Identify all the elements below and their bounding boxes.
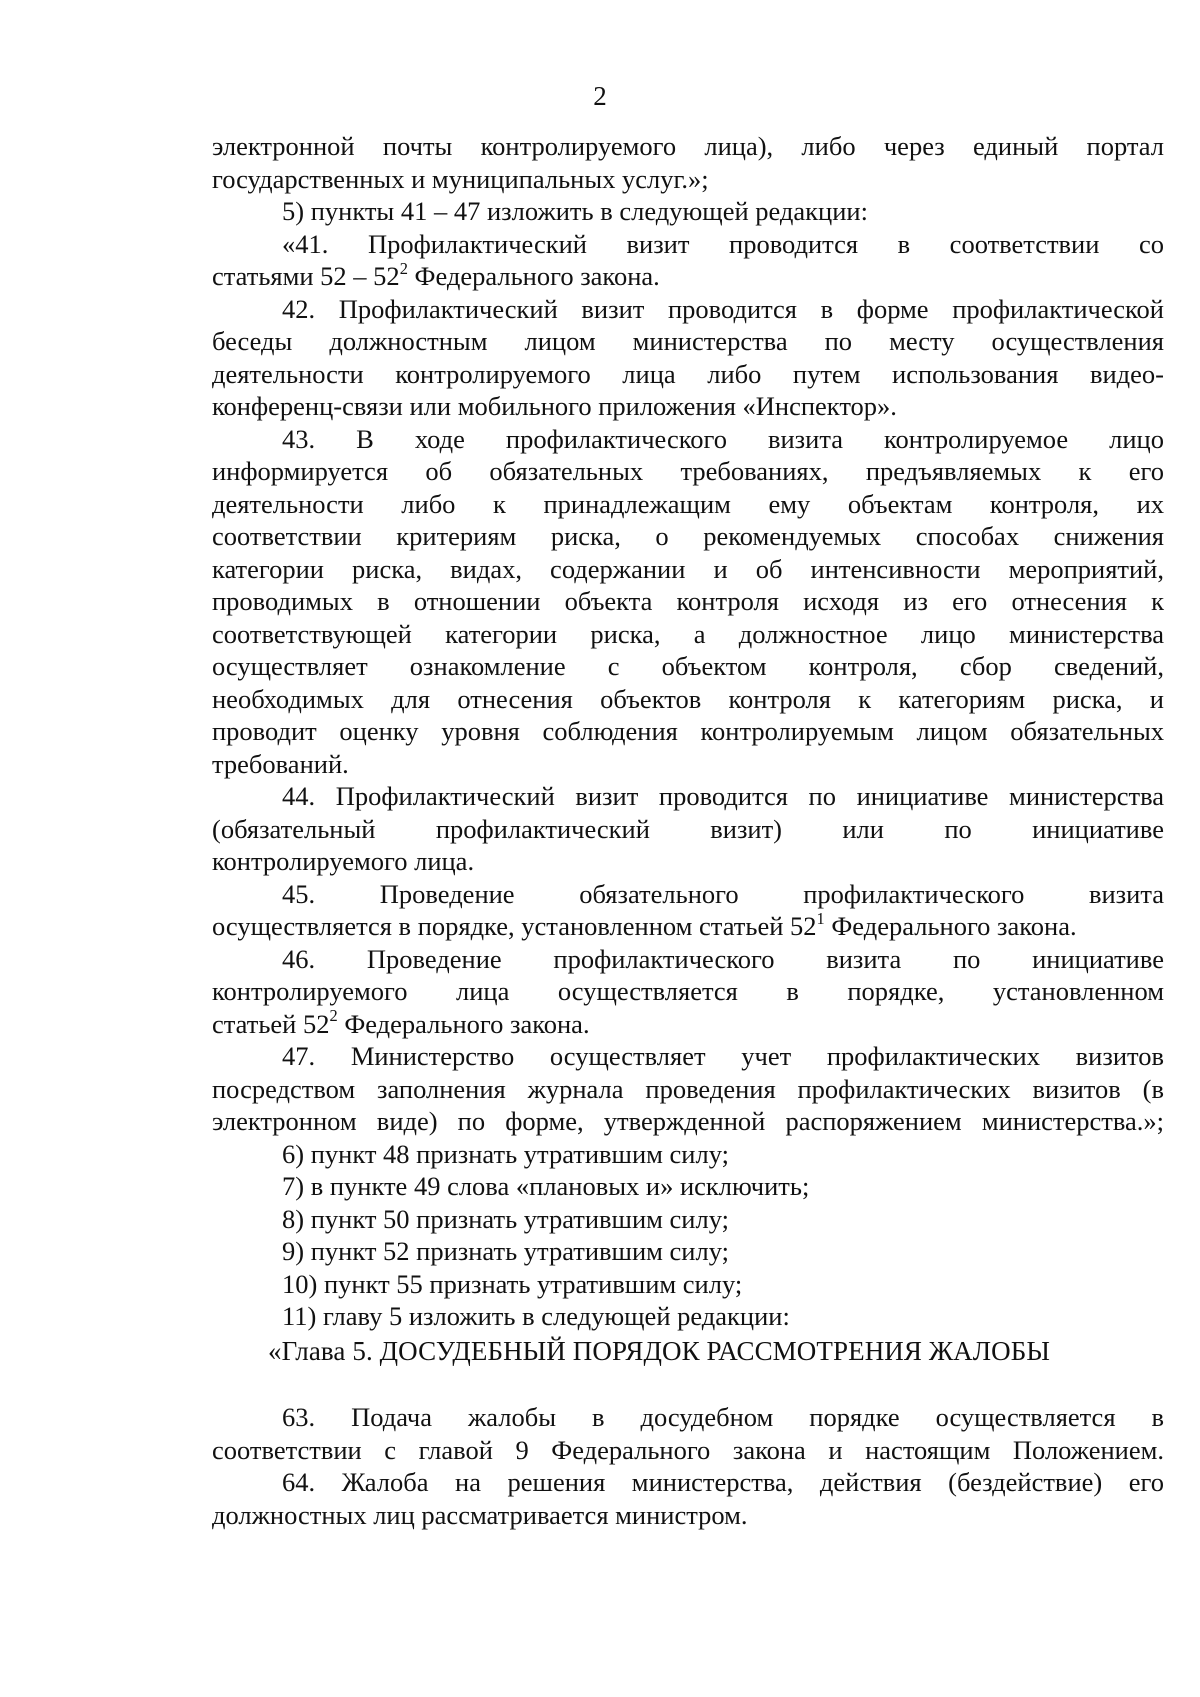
text-line: осуществляется в порядке, установленном статьей $52^1$ Федерального закона. (212, 908, 1077, 941)
superscript: 1 (816, 908, 825, 928)
text-line: государственных и муниципальных услуг.»; (212, 163, 709, 194)
text-line: конференц-связи или мобильного приложения «Инспектор». (212, 391, 897, 421)
text-line: 63. Подача жалобы в досудебном порядке осуществляется в (282, 1402, 1164, 1432)
text-line: 64. Жалоба на решения министерства, действия (бездействие) его (282, 1467, 1164, 1497)
text-line: 46. Проведение профилактического визита по инициативе (282, 943, 1164, 974)
text-line: статьей $52^2$ Федерального закона. (212, 1006, 590, 1039)
text-line: информируется об обязательных требованиях, предъявляемых к его (212, 456, 1164, 486)
text-line: соответствии с главой 9 Федерального закона и настоящим Положением. (212, 1434, 1164, 1465)
text-line: 7) в пункте 49 слова «плановых и» исключить; (282, 1171, 810, 1201)
superscript: 2 (399, 258, 408, 278)
text-line: контролируемого лица осуществляется в порядке, установленном (212, 976, 1164, 1006)
text-line: электронной почты контролируемого лица), либо через единый портал (212, 131, 1164, 161)
text-line: соответствующей категории риска, а должностное лицо министерства (212, 618, 1164, 649)
text-line: осуществляет ознакомление с объектом контроля, сбор сведений, (212, 651, 1164, 681)
text-line: 11) главу 5 изложить в следующей редакции: (282, 1301, 790, 1331)
text-line: категории риска, видах, содержании и об интенсивности мероприятий, (212, 553, 1164, 584)
text-line: 45. Проведение обязательного профилактического визита (282, 878, 1164, 909)
text-line: 43. В ходе профилактического визита контролируемое лицо (282, 423, 1164, 454)
text-line: необходимых для отнесения объектов контроля к категориям риска, и (212, 683, 1164, 714)
document-body (212, 130, 1164, 1531)
text-line: «41. Профилактический визит проводится в соответствии со (282, 228, 1164, 259)
text-line: проводит оценку уровня соблюдения контролируемым лицом обязательных (212, 716, 1164, 746)
text-line: контролируемого лица. (212, 846, 475, 876)
text-line: проводимых в отношении объекта контроля исходя из его отнесения к (212, 586, 1164, 616)
text-line: деятельности либо к принадлежащим ему объектам контроля, их (212, 488, 1164, 519)
text-line: 5) пункты 41 – 47 изложить в следующей редакции: (282, 196, 868, 226)
text-line: 9) пункт 52 признать утратившим силу; (282, 1236, 729, 1266)
text-line: беседы должностным лицом министерства по месту осуществления (212, 326, 1164, 356)
page-number: 2 (593, 81, 607, 111)
text-line: деятельности контролируемого лица либо путем использования видео- (212, 358, 1164, 389)
text-line: 8) пункт 50 признать утратившим силу; (282, 1203, 729, 1234)
text-line: 10) пункт 55 признать утратившим силу; (282, 1268, 743, 1299)
text-line: должностных лиц рассматривается министром. (212, 1499, 748, 1530)
superscript: 2 (329, 1006, 338, 1026)
chapter-heading: «Глава 5. ДОСУДЕБНЫЙ ПОРЯДОК РАССМОТРЕНИЯ ЖАЛОБЫ (268, 1335, 1050, 1366)
text-line: 47. Министерство осуществляет учет профилактических визитов (282, 1041, 1164, 1071)
text-line: требований. (212, 748, 349, 779)
text-line: соответствии критериям риска, о рекомендуемых способах снижения (212, 521, 1164, 551)
text-line: 6) пункт 48 признать утратившим силу; (282, 1138, 729, 1169)
text-line: 44. Профилактический визит проводится по инициативе министерства (282, 781, 1164, 811)
text-line: посредством заполнения журнала проведения профилактических визитов (в (212, 1073, 1164, 1104)
text-line: статьями $52 - 52^2$ Федерального закона. (212, 258, 660, 291)
text-line: 42. Профилактический визит проводится в форме профилактической (282, 293, 1164, 324)
text-line: электронном виде) по форме, утвержденной распоряжением министерства.»; (212, 1106, 1164, 1136)
text-line: (обязательный профилактический визит) или по инициативе (212, 813, 1164, 844)
